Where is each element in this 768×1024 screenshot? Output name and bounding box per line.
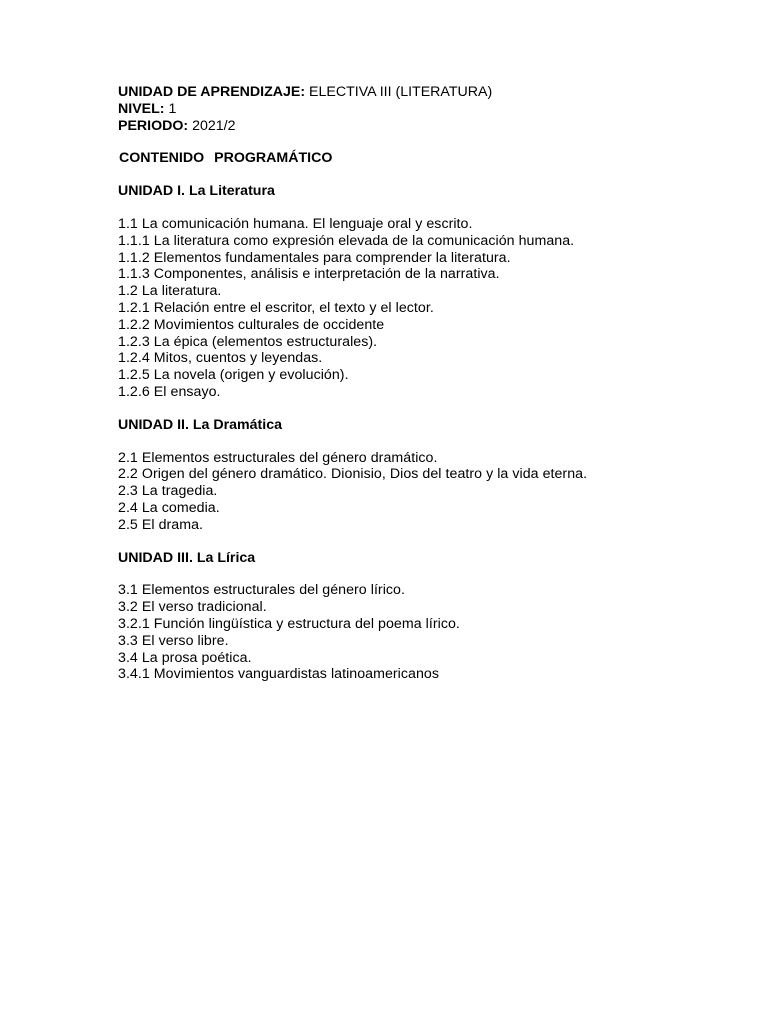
unit-1-item-6: 1.2.1 Relación entre el escritor, el texto y el lector.: [118, 299, 434, 316]
unit-1-item-11: 1.2.6 El ensayo.: [118, 383, 221, 400]
unit-3-section: [118, 550, 748, 684]
unit-2-item-1: 2.1 Elementos estructurales del género dramático.: [118, 449, 438, 466]
unit-3-item-4: 3.3 El verso libre.: [118, 632, 229, 649]
periodo-line: [118, 118, 748, 135]
contenido-heading: [118, 150, 748, 167]
unit-2-item-4: 2.4 La comedia.: [118, 499, 220, 516]
unit-3-item-1: 3.1 Elementos estructurales del género lírico.: [118, 582, 405, 599]
unit-1-section: [118, 183, 748, 401]
unit-1-item-4: 1.1.3 Componentes, análisis e interpretación de la narrativa.: [118, 266, 500, 283]
unit-2-item-5: 2.5 El drama.: [118, 516, 204, 533]
unit-1-title: UNIDAD I. La Literatura: [118, 183, 275, 200]
unit-3-item-3: 3.2.1 Función lingüística y estructura del poema lírico.: [118, 615, 460, 632]
unit-2-title: UNIDAD II. La Dramática: [118, 416, 282, 433]
periodo-value: 2021/2: [192, 117, 236, 134]
contenido-word-2: PROGRAMÁTICO: [214, 150, 333, 167]
unit-3-title: UNIDAD III. La Lírica: [118, 549, 256, 566]
unit-1-item-8: 1.2.3 La épica (elementos estructurales).: [118, 333, 378, 350]
contenido-word-1: CONTENIDO: [119, 150, 205, 167]
unidad-value: ELECTIVA III (LITERATURA): [309, 84, 493, 100]
unit-2-item-2: 2.2 Origen del género dramático. Dionisio, Dios del teatro y la vida eterna.: [118, 466, 588, 483]
nivel-label: NIVEL:: [118, 100, 165, 117]
unit-3-item-6: 3.4.1 Movimientos vanguardistas latinoamericanos: [118, 666, 439, 683]
unit-1-item-1: 1.1 La comunicación humana. El lenguaje oral y escrito.: [118, 215, 473, 232]
document-page: [118, 84, 748, 683]
unidad-label: UNIDAD DE APRENDIZAJE:: [118, 84, 306, 100]
nivel-value: 1: [168, 100, 177, 117]
unit-1-item-9: 1.2.4 Mitos, cuentos y leyendas.: [118, 350, 323, 367]
unit-1-item-3: 1.1.2 Elementos fundamentales para comprender la literatura.: [118, 249, 511, 266]
unit-3-item-5: 3.4 La prosa poética.: [118, 649, 252, 666]
unit-2-section: [118, 417, 748, 534]
periodo-label: PERIODO:: [118, 117, 189, 134]
unit-2-item-3: 2.3 La tragedia.: [118, 483, 218, 500]
unit-1-item-5: 1.2 La literatura.: [118, 283, 222, 300]
unit-3-item-2: 3.2 El verso tradicional.: [118, 599, 267, 616]
unit-1-item-7: 1.2.2 Movimientos culturales de occidente: [118, 316, 385, 333]
nivel-line: [118, 101, 748, 118]
unidad-line: [118, 84, 748, 101]
unit-1-item-2: 1.1.1 La literatura como expresión elevada de la comunicación humana.: [118, 232, 575, 249]
unit-1-item-10: 1.2.5 La novela (origen y evolución).: [118, 367, 349, 384]
